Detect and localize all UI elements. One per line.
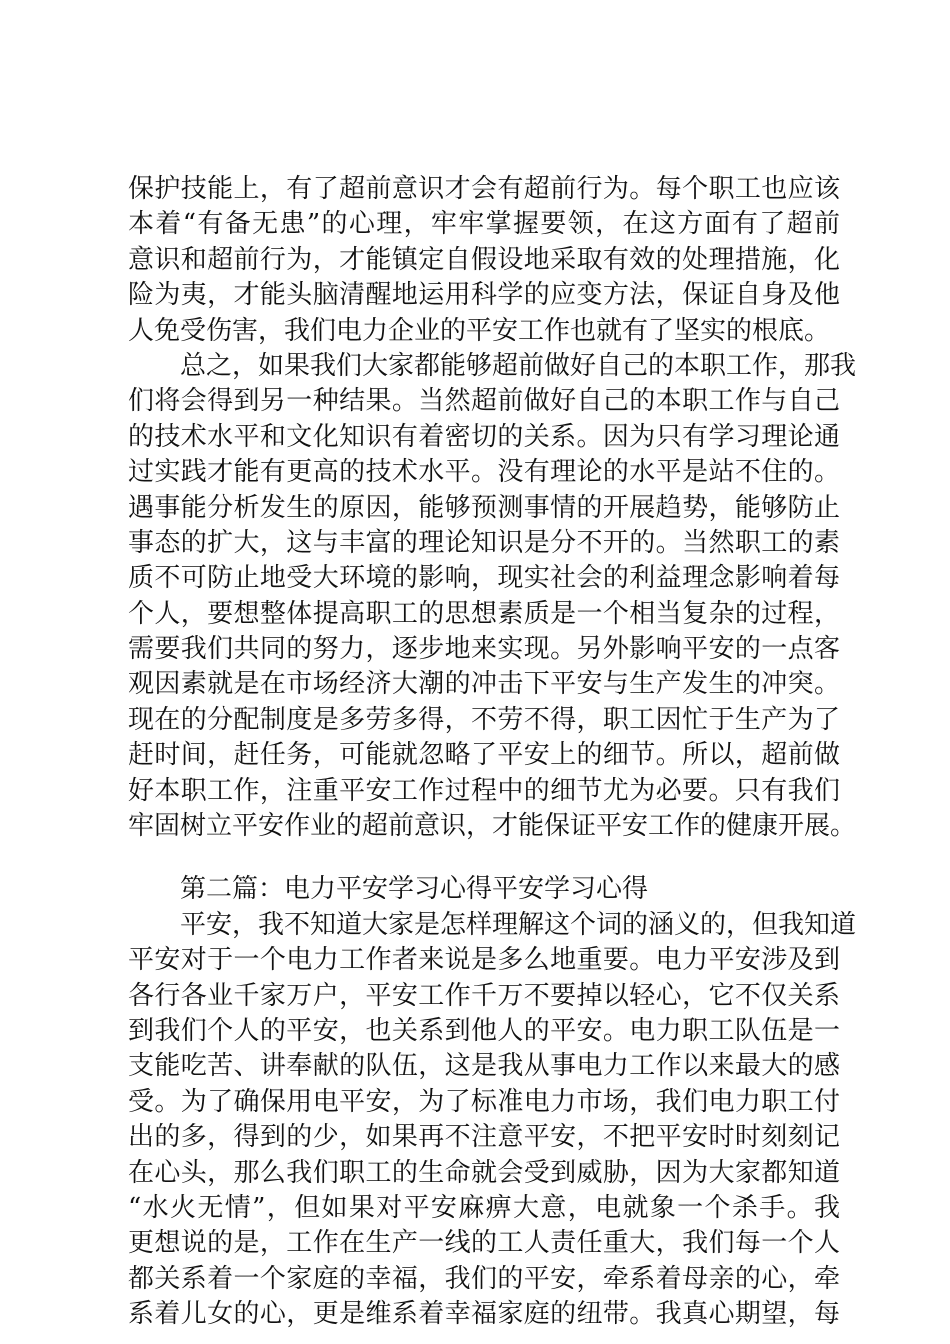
text-line: 个人，要想整体提高职工的思想素质是一个相当复杂的过程， — [128, 598, 840, 629]
text-line: 的技术水平和文化知识有着密切的关系。因为只有学习理论通 — [128, 421, 840, 452]
text-line: 现在的分配制度是多劳多得，不劳不得，职工因忙于生产为了 — [128, 704, 840, 735]
text-line: 总之，如果我们大家都能够超前做好自己的本职工作，那我 — [180, 350, 857, 381]
text-line: 需要我们共同的努力，逐步地来实现。另外影响平安的一点客 — [128, 634, 840, 665]
text-line: 都关系着一个家庭的幸福，我们的平安，牵系着母亲的心，牵 — [128, 1263, 840, 1294]
paragraph-continued — [128, 172, 840, 349]
text-line: 事态的扩大，这与丰富的理论知识是分不开的。当然职工的素 — [128, 527, 840, 558]
text-line: 遇事能分析发生的原因，能够预测事情的开展趋势，能够防止 — [128, 492, 840, 523]
text-line: 们将会得到另一种结果。当然超前做好自己的本职工作与自己 — [128, 386, 840, 417]
text-line: 各行各业千家万户，平安工作千万不要掉以轻心，它不仅关系 — [128, 980, 840, 1011]
text-line: 受。为了确保用电平安，为了标准电力市场，我们电力职工付 — [128, 1086, 840, 1117]
text-line: 保护技能上，有了超前意识才会有超前行为。每个职工也应该 — [128, 174, 840, 204]
text-line: 在心头，那么我们职工的生命就会受到威胁，因为大家都知道 — [128, 1157, 840, 1188]
text-line: 平安，我不知道大家是怎样理解这个词的涵义的，但我知道 — [180, 909, 857, 940]
text-line: 到我们个人的平安，也关系到他人的平安。电力职工队伍是一 — [128, 1015, 840, 1046]
text-line: “水火无情”，但如果对平安麻痹大意，电就象一个杀手。我 — [128, 1192, 840, 1223]
section-title: 第二篇：电力平安学习心得平安学习心得 — [180, 874, 649, 905]
text-line: 平安对于一个电力工作者来说是多么地重要。电力平安涉及到 — [128, 945, 840, 976]
text-line: 出的多，得到的少，如果再不注意平安，不把平安时时刻刻记 — [128, 1122, 840, 1153]
text-line: 过实践才能有更高的技术水平。没有理论的水平是站不住的。 — [128, 457, 840, 488]
text-line: 赶时间，赶任务，可能就忽略了平安上的细节。所以，超前做 — [128, 740, 840, 771]
document-body — [128, 172, 857, 1333]
paragraph-summary — [128, 349, 857, 844]
text-line: 本着“有备无患”的心理，牢牢掌握要领，在这方面有了超前 — [128, 209, 840, 240]
paragraph-safety — [128, 908, 857, 1333]
text-line: 意识和超前行为，才能镇定自假设地采取有效的处理措施，化 — [128, 244, 840, 275]
text-line: 支能吃苦、讲奉献的队伍，这是我从事电力工作以来最大的感 — [128, 1051, 840, 1082]
text-line: 好本职工作，注重平安工作过程中的细节尤为必要。只有我们 — [128, 775, 840, 806]
text-line: 牢固树立平安作业的超前意识，才能保证平安工作的健康开展。 — [128, 811, 857, 842]
text-line: 险为夷，才能头脑清醒地运用科学的应变方法，保证自身及他 — [128, 280, 840, 311]
text-line: 质不可防止地受大环境的影响，现实社会的利益理念影响着每 — [128, 563, 840, 594]
text-line: 人免受伤害，我们电力企业的平安工作也就有了坚实的根底。 — [128, 315, 831, 346]
section-spacer — [128, 844, 840, 872]
text-line: 更想说的是，工作在生产一线的工人责任重大，我们每一个人 — [128, 1228, 840, 1259]
text-line: 观因素就是在市场经济大潮的冲击下平安与生产发生的冲突。 — [128, 669, 840, 700]
text-line: 系着儿女的心，更是维系着幸福家庭的纽带。我真心期望，每 — [128, 1299, 840, 1330]
